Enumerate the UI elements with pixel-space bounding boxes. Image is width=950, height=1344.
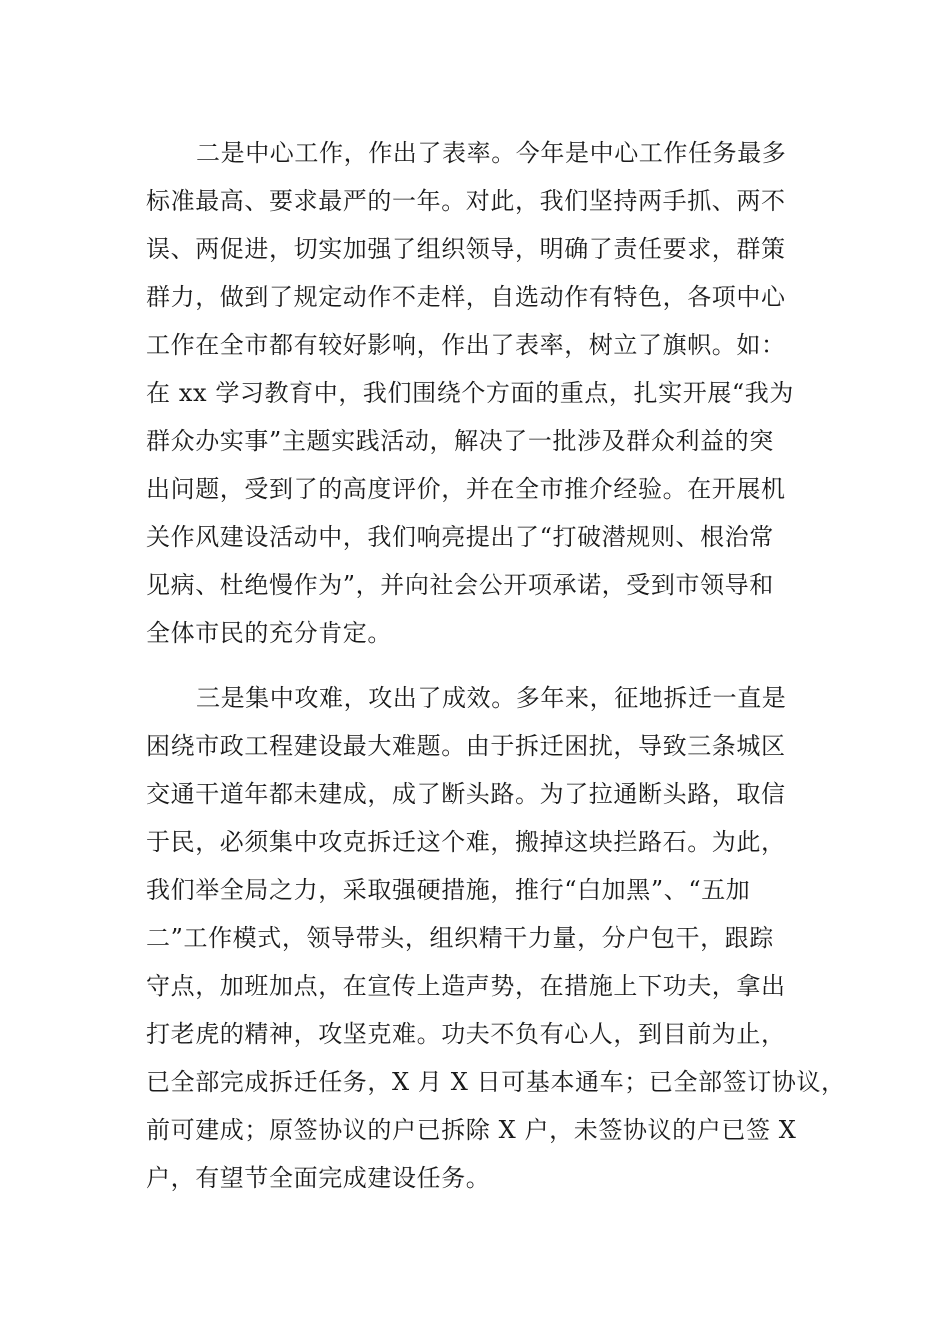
text-line: 群力，做到了规定动作不走样，自选动作有特色，各项中心 xyxy=(146,283,786,311)
text-line: 于民，必须集中攻克拆迁这个难，搬掉这块拦路石。为此， xyxy=(146,828,786,856)
text-line: 前可建成；原签协议的户已拆除 X 户，未签协议的户已签 X xyxy=(146,1116,797,1144)
text-line: 标准最高、要求最严的一年。对此，我们坚持两手抓、两不 xyxy=(146,187,786,215)
text-line: 已全部完成拆迁任务，X 月 X 日可基本通车；已全部签订协议， xyxy=(146,1068,846,1096)
text-line: 二”工作模式，领导带头，组织精干力量，分户包干，跟踪 xyxy=(146,924,774,952)
text-line: 出问题，受到了的高度评价，并在全市推介经验。在开展机 xyxy=(146,475,786,503)
text-line: 见病、杜绝慢作为”，并向社会公开项承诺，受到市领导和 xyxy=(146,571,774,599)
text-line: 在 xx 学习教育中，我们围绕个方面的重点，扎实开展“我为 xyxy=(146,379,794,407)
text-line: 全体市民的充分肯定。 xyxy=(146,619,392,647)
text-line: 二是中心工作，作出了表率。今年是中心工作任务最多 xyxy=(196,139,787,167)
text-line: 三是集中攻难，攻出了成效。多年来，征地拆迁一直是 xyxy=(196,684,787,712)
text-line: 我们举全局之力，采取强硬措施，推行“白加黑”、“五加 xyxy=(146,876,751,904)
text-line: 打老虎的精神，攻坚克难。功夫不负有心人，到目前为止， xyxy=(146,1020,786,1048)
text-line: 户，有望节全面完成建设任务。 xyxy=(146,1164,491,1192)
text-line: 工作在全市都有较好影响，作出了表率，树立了旗帜。如： xyxy=(146,331,786,359)
text-line: 困绕市政工程建设最大难题。由于拆迁困扰，导致三条城区 xyxy=(146,732,786,760)
text-line: 守点，加班加点，在宣传上造声势，在措施上下功夫，拿出 xyxy=(146,972,786,1000)
text-line: 交通干道年都未建成，成了断头路。为了拉通断头路，取信 xyxy=(146,780,786,808)
text-line: 群众办实事”主题实践活动，解决了一批涉及群众利益的突 xyxy=(146,427,774,455)
text-line: 关作风建设活动中，我们响亮提出了“打破潜规则、根治常 xyxy=(146,523,774,551)
text-line: 误、两促进，切实加强了组织领导，明确了责任要求，群策 xyxy=(146,235,786,263)
